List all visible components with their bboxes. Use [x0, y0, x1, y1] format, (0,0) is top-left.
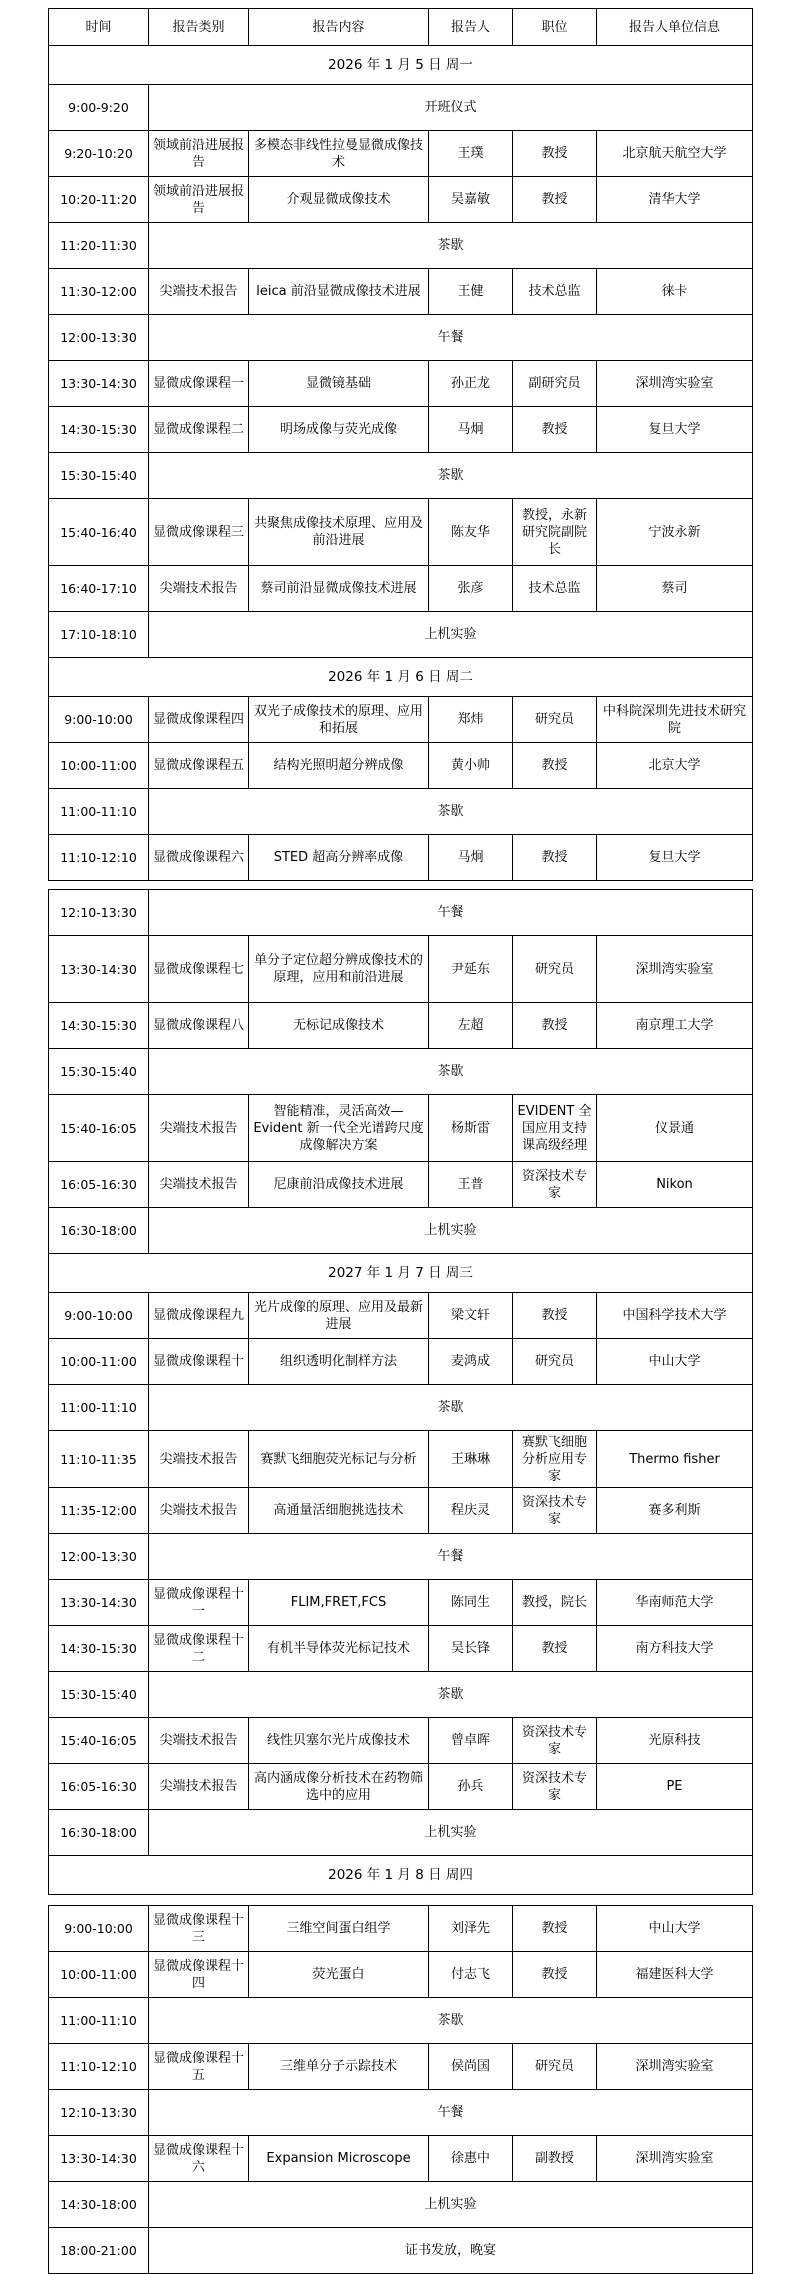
position-cell: 研究员 [513, 697, 597, 743]
org-cell: 复旦大学 [597, 835, 753, 881]
speaker-cell: 王普 [429, 1162, 513, 1208]
time-cell: 14:30-18:00 [49, 2182, 149, 2228]
category-cell: 显微成像课程十二 [149, 1626, 249, 1672]
category-cell: 显微成像课程九 [149, 1293, 249, 1339]
position-cell: 教授 [513, 1952, 597, 1998]
speaker-cell: 麦鸿成 [429, 1339, 513, 1385]
category-cell: 尖端技术报告 [149, 566, 249, 612]
speaker-cell: 左超 [429, 1003, 513, 1049]
event-cell: 午餐 [149, 1534, 753, 1580]
org-cell: 徕卡 [597, 269, 753, 315]
speaker-cell: 吴嘉敏 [429, 177, 513, 223]
event-row [49, 315, 753, 361]
schedule-table-segment [48, 1905, 753, 2274]
category-cell: 显微成像课程十四 [149, 1952, 249, 1998]
event-cell: 上机实验 [149, 612, 753, 658]
org-cell: 中科院深圳先进技术研究院 [597, 697, 753, 743]
position-cell: 教授 [513, 743, 597, 789]
content-cell: 明场成像与荧光成像 [249, 407, 429, 453]
position-cell: 资深技术专家 [513, 1488, 597, 1534]
category-cell: 领域前沿进展报告 [149, 177, 249, 223]
time-cell: 11:10-11:35 [49, 1431, 149, 1488]
time-cell: 15:40-16:40 [49, 499, 149, 566]
position-cell: 教授 [513, 1906, 597, 1952]
position-cell: EVIDENT 全国应用支持课高级经理 [513, 1095, 597, 1162]
time-cell: 9:00-9:20 [49, 85, 149, 131]
time-cell: 16:40-17:10 [49, 566, 149, 612]
talk-row [49, 131, 753, 177]
org-cell: PE [597, 1764, 753, 1810]
content-cell: 高通量活细胞挑选技术 [249, 1488, 429, 1534]
time-cell: 10:00-11:00 [49, 1952, 149, 1998]
event-row [49, 789, 753, 835]
org-cell: Nikon [597, 1162, 753, 1208]
talk-row [49, 1488, 753, 1534]
event-cell: 茶歇 [149, 1385, 753, 1431]
event-row [49, 1534, 753, 1580]
talk-row [49, 407, 753, 453]
category-cell: 显微成像课程三 [149, 499, 249, 566]
time-cell: 11:10-12:10 [49, 835, 149, 881]
event-cell: 证书发放，晚宴 [149, 2228, 753, 2274]
org-cell: 中山大学 [597, 1339, 753, 1385]
time-cell: 16:05-16:30 [49, 1764, 149, 1810]
speaker-cell: 王璞 [429, 131, 513, 177]
speaker-cell: 马炯 [429, 407, 513, 453]
content-cell: 赛默飞细胞荧光标记与分析 [249, 1431, 429, 1488]
speaker-cell: 王琳琳 [429, 1431, 513, 1488]
org-cell: Thermo fisher [597, 1431, 753, 1488]
date-row [49, 46, 753, 85]
content-cell: 单分子定位超分辨成像技术的原理，应用和前沿进展 [249, 936, 429, 1003]
talk-row [49, 1339, 753, 1385]
position-cell: 教授 [513, 131, 597, 177]
time-cell: 10:20-11:20 [49, 177, 149, 223]
talk-row [49, 1906, 753, 1952]
event-row [49, 85, 753, 131]
date-heading: 2026 年 1 月 8 日 周四 [49, 1856, 753, 1895]
schedule-segments [48, 8, 752, 2274]
speaker-cell: 马炯 [429, 835, 513, 881]
speaker-cell: 程庆灵 [429, 1488, 513, 1534]
time-cell: 17:10-18:10 [49, 612, 149, 658]
event-cell: 上机实验 [149, 1810, 753, 1856]
content-cell: FLIM,FRET,FCS [249, 1580, 429, 1626]
event-row [49, 1998, 753, 2044]
speaker-cell: 刘泽先 [429, 1906, 513, 1952]
talk-row [49, 177, 753, 223]
speaker-cell: 陈同生 [429, 1580, 513, 1626]
category-cell: 显微成像课程四 [149, 697, 249, 743]
event-cell: 茶歇 [149, 1049, 753, 1095]
schedule-table-segment [48, 8, 753, 881]
content-cell: 尼康前沿成像技术进展 [249, 1162, 429, 1208]
talk-row [49, 361, 753, 407]
time-cell: 15:40-16:05 [49, 1718, 149, 1764]
position-cell: 研究员 [513, 936, 597, 1003]
org-cell: 光原科技 [597, 1718, 753, 1764]
category-cell: 尖端技术报告 [149, 1095, 249, 1162]
time-cell: 16:30-18:00 [49, 1810, 149, 1856]
content-cell: 线性贝塞尔光片成像技术 [249, 1718, 429, 1764]
time-cell: 11:35-12:00 [49, 1488, 149, 1534]
speaker-cell: 王健 [429, 269, 513, 315]
column-header: 职位 [513, 9, 597, 46]
talk-row [49, 2044, 753, 2090]
time-cell: 16:05-16:30 [49, 1162, 149, 1208]
position-cell: 资深技术专家 [513, 1162, 597, 1208]
talk-row [49, 499, 753, 566]
content-cell: 结构光照明超分辨成像 [249, 743, 429, 789]
date-row [49, 1254, 753, 1293]
event-row [49, 1049, 753, 1095]
position-cell: 技术总监 [513, 566, 597, 612]
org-cell: 福建医科大学 [597, 1952, 753, 1998]
speaker-cell: 黄小帅 [429, 743, 513, 789]
org-cell: 华南师范大学 [597, 1580, 753, 1626]
category-cell: 尖端技术报告 [149, 1162, 249, 1208]
position-cell: 教授，院长 [513, 1580, 597, 1626]
position-cell: 副研究员 [513, 361, 597, 407]
event-cell: 茶歇 [149, 453, 753, 499]
time-cell: 13:30-14:30 [49, 936, 149, 1003]
category-cell: 尖端技术报告 [149, 1431, 249, 1488]
column-header: 报告人单位信息 [597, 9, 753, 46]
time-cell: 13:30-14:30 [49, 361, 149, 407]
event-cell: 茶歇 [149, 1998, 753, 2044]
org-cell: 仪景通 [597, 1095, 753, 1162]
event-row [49, 890, 753, 936]
org-cell: 南京理工大学 [597, 1003, 753, 1049]
org-cell: 深圳湾实验室 [597, 2044, 753, 2090]
header-row [49, 9, 753, 46]
event-cell: 上机实验 [149, 1208, 753, 1254]
category-cell: 显微成像课程七 [149, 936, 249, 1003]
org-cell: 清华大学 [597, 177, 753, 223]
content-cell: 蔡司前沿显微成像技术进展 [249, 566, 429, 612]
time-cell: 12:10-13:30 [49, 890, 149, 936]
date-heading: 2027 年 1 月 7 日 周三 [49, 1254, 753, 1293]
event-row [49, 223, 753, 269]
talk-row [49, 1718, 753, 1764]
time-cell: 18:00-21:00 [49, 2228, 149, 2274]
speaker-cell: 孙正龙 [429, 361, 513, 407]
org-cell: 蔡司 [597, 566, 753, 612]
speaker-cell: 吴长锋 [429, 1626, 513, 1672]
org-cell: 复旦大学 [597, 407, 753, 453]
speaker-cell: 侯尚国 [429, 2044, 513, 2090]
org-cell: 深圳湾实验室 [597, 2136, 753, 2182]
talk-row [49, 697, 753, 743]
content-cell: 无标记成像技术 [249, 1003, 429, 1049]
time-cell: 15:40-16:05 [49, 1095, 149, 1162]
speaker-cell: 郑炜 [429, 697, 513, 743]
time-cell: 11:10-12:10 [49, 2044, 149, 2090]
event-row [49, 1672, 753, 1718]
time-cell: 14:30-15:30 [49, 1003, 149, 1049]
event-cell: 午餐 [149, 315, 753, 361]
column-header: 报告类别 [149, 9, 249, 46]
category-cell: 显微成像课程十六 [149, 2136, 249, 2182]
column-header: 时间 [49, 9, 149, 46]
time-cell: 11:20-11:30 [49, 223, 149, 269]
talk-row [49, 566, 753, 612]
content-cell: 共聚焦成像技术原理、应用及前沿进展 [249, 499, 429, 566]
speaker-cell: 陈友华 [429, 499, 513, 566]
time-cell: 11:00-11:10 [49, 1385, 149, 1431]
event-row [49, 2182, 753, 2228]
event-row [49, 453, 753, 499]
position-cell: 教授 [513, 1626, 597, 1672]
date-heading: 2026 年 1 月 6 日 周二 [49, 658, 753, 697]
schedule-page [48, 8, 752, 2274]
talk-row [49, 1764, 753, 1810]
position-cell: 教授 [513, 407, 597, 453]
content-cell: 有机半导体荧光标记技术 [249, 1626, 429, 1672]
speaker-cell: 尹延东 [429, 936, 513, 1003]
event-cell: 茶歇 [149, 1672, 753, 1718]
content-cell: 多模态非线性拉曼显微成像技术 [249, 131, 429, 177]
content-cell: 三维单分子示踪技术 [249, 2044, 429, 2090]
position-cell: 教授 [513, 1293, 597, 1339]
content-cell: Expansion Microscope [249, 2136, 429, 2182]
position-cell: 资深技术专家 [513, 1764, 597, 1810]
date-row [49, 1856, 753, 1895]
time-cell: 12:10-13:30 [49, 2090, 149, 2136]
position-cell: 教授，永新研究院副院长 [513, 499, 597, 566]
time-cell: 13:30-14:30 [49, 2136, 149, 2182]
position-cell: 赛默飞细胞分析应用专家 [513, 1431, 597, 1488]
content-cell: 显微镜基础 [249, 361, 429, 407]
content-cell: 双光子成像技术的原理、应用和拓展 [249, 697, 429, 743]
talk-row [49, 1626, 753, 1672]
talk-row [49, 1162, 753, 1208]
content-cell: 组织透明化制样方法 [249, 1339, 429, 1385]
event-cell: 午餐 [149, 890, 753, 936]
talk-row [49, 1580, 753, 1626]
content-cell: 智能精准，灵活高效—Evident 新一代全光谱跨尺度成像解决方案 [249, 1095, 429, 1162]
position-cell: 教授 [513, 835, 597, 881]
category-cell: 尖端技术报告 [149, 1764, 249, 1810]
talk-row [49, 1431, 753, 1488]
content-cell: leica 前沿显微成像技术进展 [249, 269, 429, 315]
category-cell: 尖端技术报告 [149, 1488, 249, 1534]
org-cell: 北京大学 [597, 743, 753, 789]
org-cell: 南方科技大学 [597, 1626, 753, 1672]
talk-row [49, 1952, 753, 1998]
position-cell: 研究员 [513, 1339, 597, 1385]
speaker-cell: 孙兵 [429, 1764, 513, 1810]
category-cell: 显微成像课程十一 [149, 1580, 249, 1626]
talk-row [49, 2136, 753, 2182]
talk-row [49, 1293, 753, 1339]
time-cell: 10:00-11:00 [49, 743, 149, 789]
time-cell: 11:30-12:00 [49, 269, 149, 315]
event-row [49, 2090, 753, 2136]
talk-row [49, 1003, 753, 1049]
event-row [49, 2228, 753, 2274]
talk-row [49, 1095, 753, 1162]
date-heading: 2026 年 1 月 5 日 周一 [49, 46, 753, 85]
talk-row [49, 269, 753, 315]
time-cell: 14:30-15:30 [49, 407, 149, 453]
category-cell: 尖端技术报告 [149, 269, 249, 315]
talk-row [49, 743, 753, 789]
time-cell: 15:30-15:40 [49, 1672, 149, 1718]
position-cell: 技术总监 [513, 269, 597, 315]
column-header: 报告人 [429, 9, 513, 46]
speaker-cell: 杨斯雷 [429, 1095, 513, 1162]
category-cell: 显微成像课程一 [149, 361, 249, 407]
org-cell: 深圳湾实验室 [597, 936, 753, 1003]
org-cell: 北京航天航空大学 [597, 131, 753, 177]
schedule-table-segment [48, 889, 753, 1895]
category-cell: 尖端技术报告 [149, 1718, 249, 1764]
time-cell: 11:00-11:10 [49, 1998, 149, 2044]
org-cell: 深圳湾实验室 [597, 361, 753, 407]
category-cell: 领域前沿进展报告 [149, 131, 249, 177]
time-cell: 9:00-10:00 [49, 1293, 149, 1339]
category-cell: 显微成像课程十五 [149, 2044, 249, 2090]
speaker-cell: 徐惠中 [429, 2136, 513, 2182]
category-cell: 显微成像课程五 [149, 743, 249, 789]
org-cell: 赛多利斯 [597, 1488, 753, 1534]
content-cell: 光片成像的原理、应用及最新进展 [249, 1293, 429, 1339]
event-row [49, 1810, 753, 1856]
category-cell: 显微成像课程六 [149, 835, 249, 881]
position-cell: 副教授 [513, 2136, 597, 2182]
content-cell: STED 超高分辨率成像 [249, 835, 429, 881]
time-cell: 15:30-15:40 [49, 453, 149, 499]
category-cell: 显微成像课程十 [149, 1339, 249, 1385]
time-cell: 12:00-13:30 [49, 1534, 149, 1580]
position-cell: 研究员 [513, 2044, 597, 2090]
speaker-cell: 付志飞 [429, 1952, 513, 1998]
content-cell: 三维空间蛋白组学 [249, 1906, 429, 1952]
content-cell: 荧光蛋白 [249, 1952, 429, 1998]
event-row [49, 612, 753, 658]
time-cell: 15:30-15:40 [49, 1049, 149, 1095]
event-row [49, 1208, 753, 1254]
position-cell: 教授 [513, 1003, 597, 1049]
org-cell: 中山大学 [597, 1906, 753, 1952]
category-cell: 显微成像课程八 [149, 1003, 249, 1049]
position-cell: 资深技术专家 [513, 1718, 597, 1764]
time-cell: 10:00-11:00 [49, 1339, 149, 1385]
time-cell: 12:00-13:30 [49, 315, 149, 361]
speaker-cell: 张彦 [429, 566, 513, 612]
event-cell: 开班仪式 [149, 85, 753, 131]
speaker-cell: 曾卓晖 [429, 1718, 513, 1764]
time-cell: 9:00-10:00 [49, 697, 149, 743]
event-row [49, 1385, 753, 1431]
event-cell: 茶歇 [149, 223, 753, 269]
category-cell: 显微成像课程十三 [149, 1906, 249, 1952]
time-cell: 14:30-15:30 [49, 1626, 149, 1672]
event-cell: 午餐 [149, 2090, 753, 2136]
org-cell: 中国科学技术大学 [597, 1293, 753, 1339]
column-header: 报告内容 [249, 9, 429, 46]
date-row [49, 658, 753, 697]
category-cell: 显微成像课程二 [149, 407, 249, 453]
talk-row [49, 936, 753, 1003]
time-cell: 9:00-10:00 [49, 1906, 149, 1952]
time-cell: 11:00-11:10 [49, 789, 149, 835]
position-cell: 教授 [513, 177, 597, 223]
time-cell: 13:30-14:30 [49, 1580, 149, 1626]
content-cell: 高内涵成像分析技术在药物筛选中的应用 [249, 1764, 429, 1810]
event-cell: 上机实验 [149, 2182, 753, 2228]
content-cell: 介观显微成像技术 [249, 177, 429, 223]
event-cell: 茶歇 [149, 789, 753, 835]
time-cell: 16:30-18:00 [49, 1208, 149, 1254]
time-cell: 9:20-10:20 [49, 131, 149, 177]
org-cell: 宁波永新 [597, 499, 753, 566]
speaker-cell: 梁文轩 [429, 1293, 513, 1339]
talk-row [49, 835, 753, 881]
